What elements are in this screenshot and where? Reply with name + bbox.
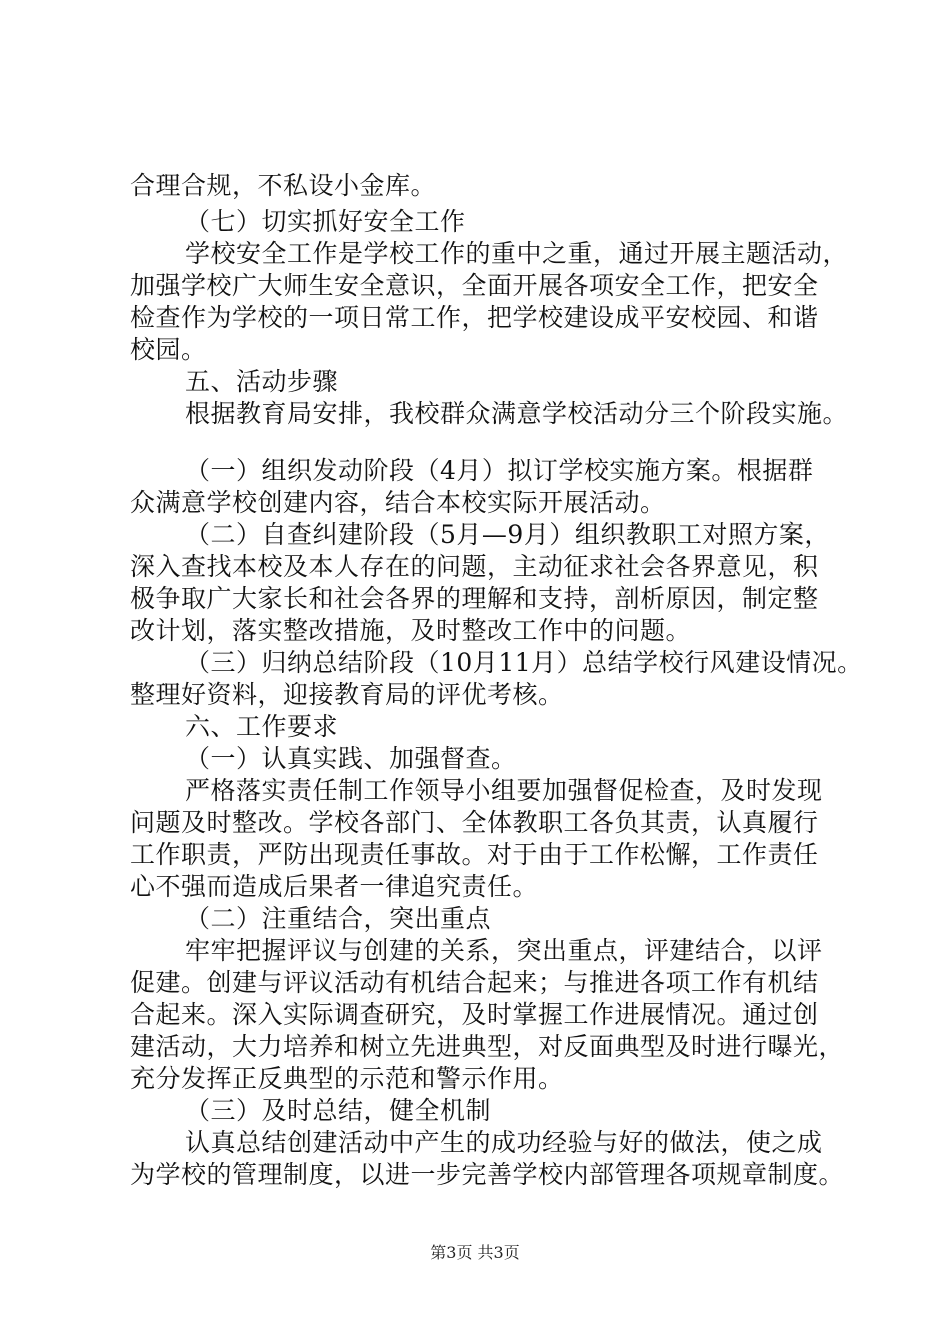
page-number-footer: 第3页 共3页 bbox=[430, 1243, 520, 1262]
subsection-heading: （三）及时总结，健全机制 bbox=[185, 1096, 492, 1125]
text-line: 深入查找本校及本人存在的问题，主动征求社会各界意见，积 bbox=[130, 552, 819, 581]
text-line: 认真总结创建活动中产生的成功经验与好的做法，使之成 bbox=[185, 1128, 823, 1157]
subsection-heading: （一）认真实践、加强督查。 bbox=[185, 744, 517, 773]
section-heading: 六、工作要求 bbox=[185, 712, 339, 741]
text-line: 合理合规，不私设小金库。 bbox=[130, 171, 437, 200]
text-line: 牢牢把握评议与创建的关系，突出重点，评建结合，以评 bbox=[185, 936, 823, 965]
text-line: 严格落实责任制工作领导小组要加强督促检查，及时发现 bbox=[185, 776, 823, 805]
text-line: 心不强而造成后果者一律追究责任。 bbox=[130, 872, 539, 901]
text-line: 根据教育局安排，我校群众满意学校活动分三个阶段实施。 bbox=[185, 399, 849, 428]
subsection-heading: （二）注重结合，突出重点 bbox=[185, 904, 492, 933]
text-line: 工作职责，严防出现责任事故。对于由于工作松懈，工作责任 bbox=[130, 840, 819, 869]
text-line: 检查作为学校的一项日常工作，把学校建设成平安校园、和谐 bbox=[130, 303, 819, 332]
text-line: 促建。创建与评议活动有机结合起来；与推进各项工作有机结 bbox=[130, 968, 819, 997]
text-line: 充分发挥正反典型的示范和警示作用。 bbox=[130, 1064, 564, 1093]
text-line: 改计划，落实整改措施，及时整改工作中的问题。 bbox=[130, 616, 692, 645]
text-line: 众满意学校创建内容，结合本校实际开展活动。 bbox=[130, 488, 666, 517]
text-line: 学校安全工作是学校工作的重中之重，通过开展主题活动， bbox=[185, 239, 849, 268]
text-line: （二）自查纠建阶段（5月—9月）组织教职工对照方案， bbox=[185, 520, 830, 549]
text-line: 合起来。深入实际调查研究，及时掌握工作进展情况。通过创 bbox=[130, 1000, 819, 1029]
text-line: 问题及时整改。学校各部门、全体教职工各负其责，认真履行 bbox=[130, 808, 819, 837]
section-heading: 五、活动步骤 bbox=[185, 367, 339, 396]
text-line: 建活动，大力培养和树立先进典型，对反面典型及时进行曝光， bbox=[130, 1032, 845, 1061]
text-line: 极争取广大家长和社会各界的理解和支持，剖析原因，制定整 bbox=[130, 584, 819, 613]
text-line: 整理好资料，迎接教育局的评优考核。 bbox=[130, 680, 564, 709]
section-heading: （七）切实抓好安全工作 bbox=[185, 207, 466, 236]
text-line: 加强学校广大师生安全意识，全面开展各项安全工作，把安全 bbox=[130, 271, 819, 300]
text-line: （一）组织发动阶段（4月）拟订学校实施方案。根据群 bbox=[185, 456, 814, 485]
text-line: 为学校的管理制度，以进一步完善学校内部管理各项规章制度。 bbox=[130, 1160, 845, 1189]
text-line: （三）归纳总结阶段（10月11月）总结学校行风建设情况。 bbox=[185, 648, 863, 677]
text-line: 校园。 bbox=[130, 335, 207, 364]
